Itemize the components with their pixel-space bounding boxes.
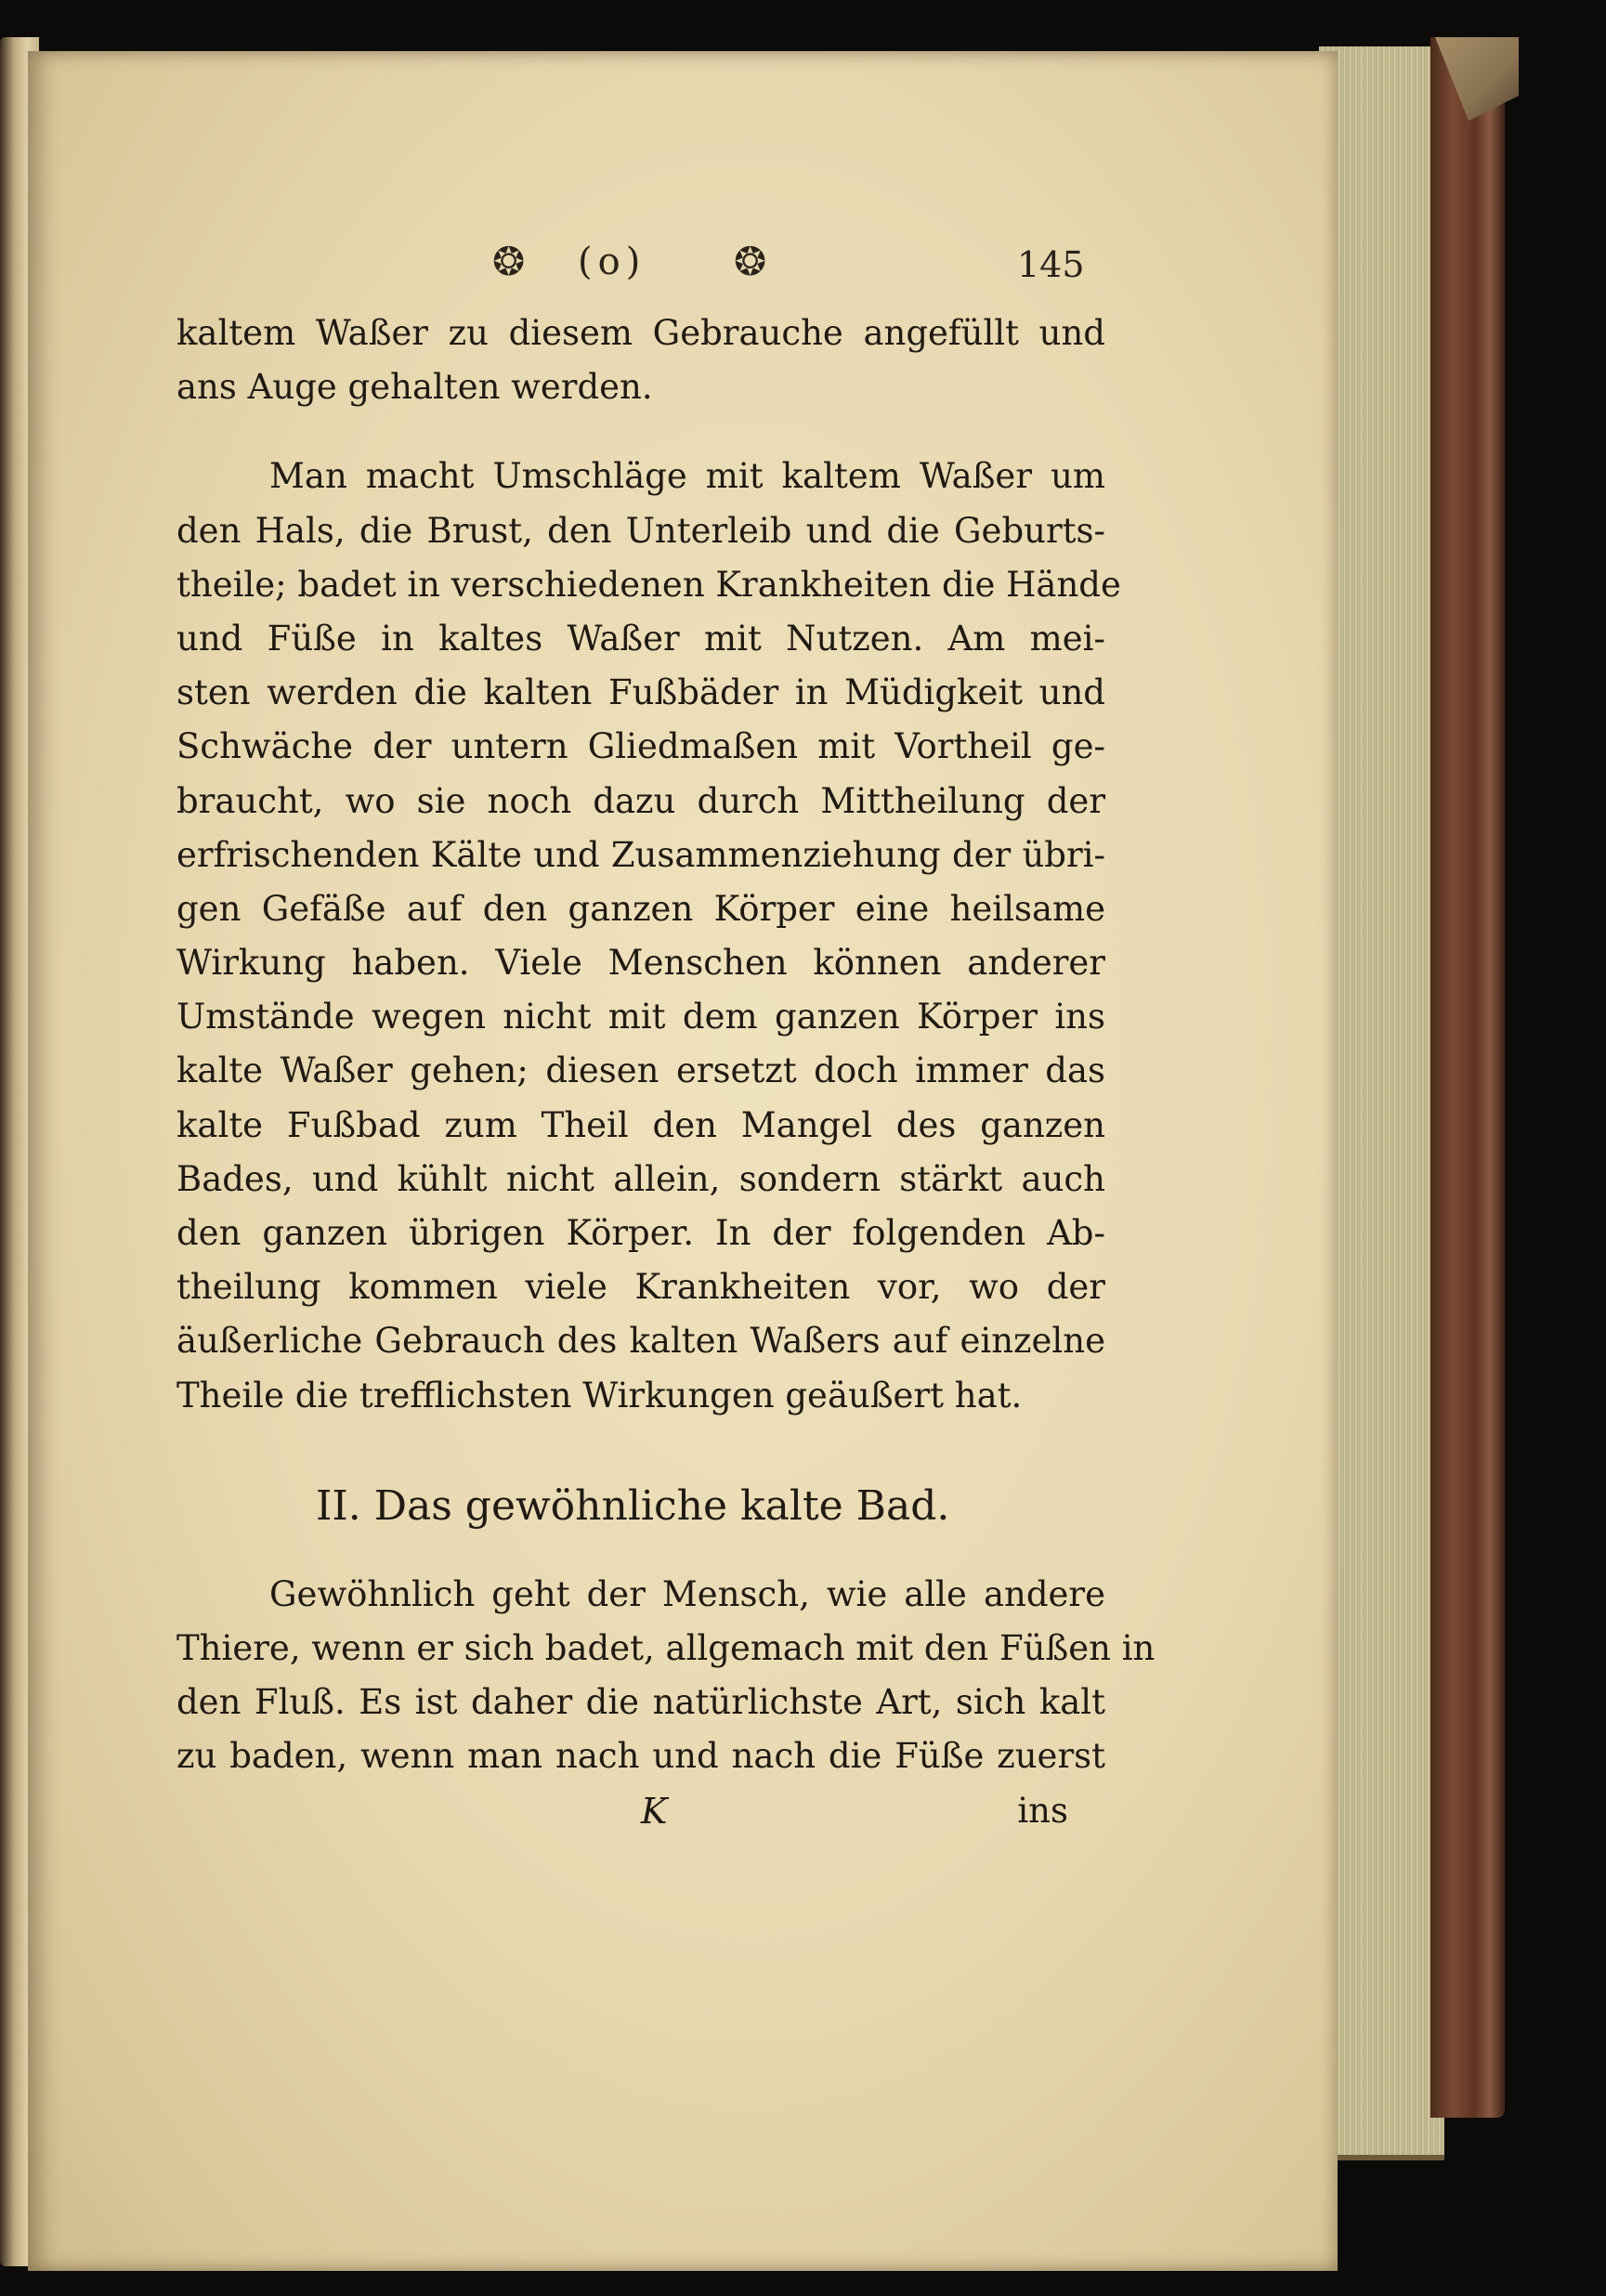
section-heading: II. Das gewöhnliche kalte Bad. xyxy=(316,1481,950,1530)
text-line: gen Gefäße auf den ganzen Körper eine heilsame xyxy=(176,888,1105,929)
running-head xyxy=(176,237,1105,293)
paragraph xyxy=(176,307,1105,414)
running-head-mark: (o) xyxy=(578,241,646,283)
text-line: kaltem Waßer zu diesem Gebrauche angefüllt und xyxy=(176,313,1105,353)
text-line: kalte Fußbad zum Theil den Mangel des ganzen xyxy=(176,1104,1105,1145)
text-line: den Fluß. Es ist daher die natürlichste Art, sich kalt xyxy=(176,1682,1105,1723)
text-line: ans Auge gehalten werden. xyxy=(176,367,653,408)
ornament-left-icon: ❂ xyxy=(492,239,526,284)
catchword: ins xyxy=(1017,1790,1068,1831)
text-line: Wirkung haben. Viele Menschen können anderer xyxy=(176,943,1105,984)
text-line: und Füße in kaltes Waßer mit Nutzen. Am mei- xyxy=(176,618,1105,659)
book-fore-edge xyxy=(1319,46,1444,2160)
paragraph xyxy=(176,450,1121,1422)
text-line: theilung kommen viele Krankheiten vor, wo der xyxy=(176,1267,1105,1308)
text-line: den ganzen übrigen Körper. In der folgenden Ab- xyxy=(176,1213,1105,1253)
paragraph xyxy=(176,1568,1156,1784)
page-footer xyxy=(176,1784,1105,1838)
text-line: Theile die trefflichsten Wirkungen geäußert hat. xyxy=(176,1375,1023,1415)
text-line: theile; badet in verschiedenen Krankheiten die Hände xyxy=(176,564,1121,605)
signature-mark: K xyxy=(641,1790,668,1832)
book-cover-board xyxy=(1430,37,1505,2118)
text-line: erfrischenden Kälte und Zusammenziehung der übri- xyxy=(176,834,1105,875)
page-number: 145 xyxy=(1017,244,1085,285)
text-line: den Hals, die Brust, den Unterleib und die Geburts- xyxy=(176,510,1105,551)
page-text-block xyxy=(176,237,1156,1838)
text-line: Gewöhnlich geht der Mensch, wie alle andere xyxy=(269,1573,1105,1614)
text-line: braucht, wo sie noch dazu durch Mittheilung der xyxy=(176,780,1105,821)
text-line: Bades, und kühlt nicht allein, sondern stärkt auch xyxy=(176,1158,1105,1199)
text-line: Umstände wegen nicht mit dem ganzen Körper ins xyxy=(176,997,1105,1037)
text-line: zu baden, wenn man nach und nach die Füße zuerst xyxy=(176,1736,1105,1777)
ornament-right-icon: ❂ xyxy=(734,239,767,284)
text-line: äußerliche Gebrauch des kalten Waßers auf einzelne xyxy=(176,1321,1105,1362)
text-line: kalte Waßer gehen; diesen ersetzt doch immer das xyxy=(176,1050,1105,1091)
text-line: Schwäche der untern Gliedmaßen mit Vortheil ge- xyxy=(176,726,1105,767)
text-line: Thiere, wenn er sich badet, allgemach mit den Füßen in xyxy=(176,1627,1156,1668)
text-line: Man macht Umschläge mit kaltem Waßer um xyxy=(269,456,1105,497)
text-line: sten werden die kalten Fußbäder in Müdigkeit und xyxy=(176,672,1105,713)
